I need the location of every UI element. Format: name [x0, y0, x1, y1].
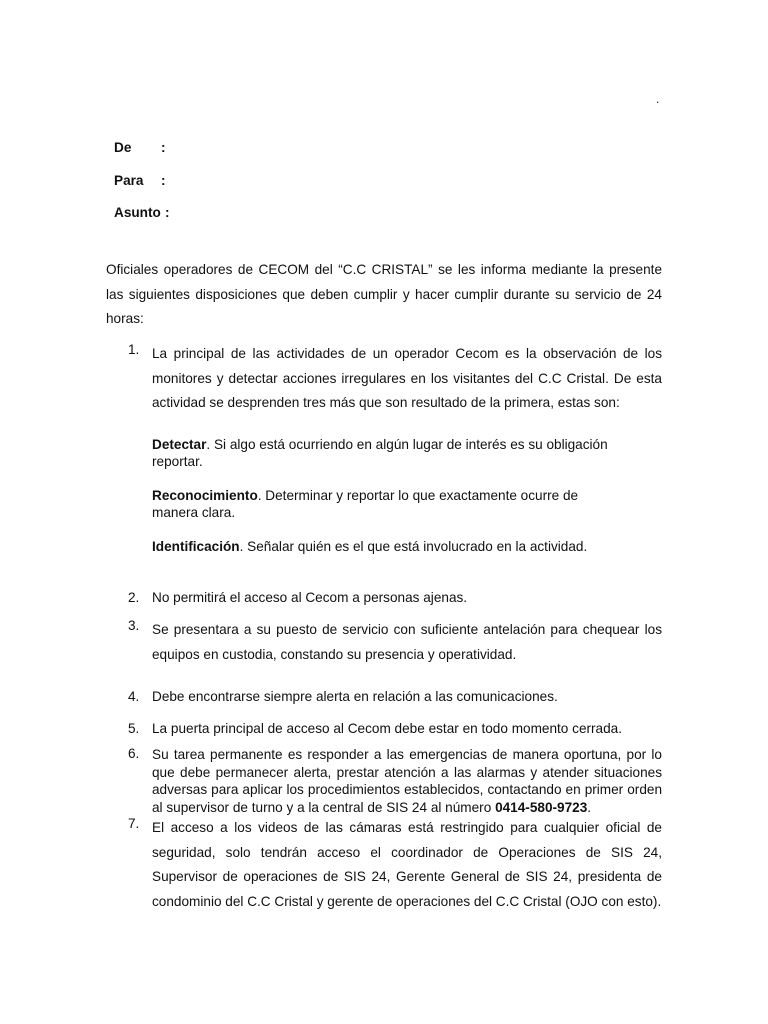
list-item-text: No permitirá el acceso al Cecom a personas ajenas.	[152, 590, 468, 605]
list-item-number: 4.	[128, 689, 140, 704]
header-de	[114, 140, 166, 155]
subitem-term: Identificación	[152, 539, 240, 554]
intro-paragraph: Oficiales operadores de CECOM del “C.C CRISTAL” se les informa mediante la presente las siguientes disposiciones que deben cumplir y hacer cumplir durante su servicio de 24 horas:	[106, 262, 662, 326]
list-item-number: 7.	[128, 816, 140, 831]
header-asunto	[114, 205, 170, 220]
header-para-colon: :	[161, 173, 166, 188]
list-item-end: .	[587, 799, 592, 815]
subitem-identificacion	[152, 538, 622, 555]
list-item-number: 1.	[128, 342, 140, 357]
subitem-text: . Si algo está ocurriendo en algún lugar de interés es su obligación reportar.	[152, 437, 608, 469]
subitem-text: . Señalar quién es el que está involucrado en la actividad.	[239, 539, 588, 554]
phone-number: 0414-580-9723	[495, 799, 588, 815]
subitem-term: Detectar	[152, 437, 207, 452]
header-de-label: De	[114, 140, 132, 155]
subitem-detectar	[152, 436, 622, 470]
header-para	[114, 173, 166, 188]
list-item-body: Su tarea permanente es responder a las emergencias de manera oportuna, por lo que debe permanecer alerta, prestar atención a las alarmas y atender situaciones adversas para aplicar los procedimientos establecidos, contactando en primer orden al supervisor de turno y a la central de SIS 24 al número	[152, 747, 662, 815]
subitem-term: Reconocimiento	[152, 488, 258, 503]
list-item-number: 2.	[128, 590, 140, 605]
list-item-text: La puerta principal de acceso al Cecom debe estar en todo momento cerrada.	[152, 721, 623, 736]
header-asunto-colon: :	[165, 205, 170, 220]
list-item-text	[152, 746, 662, 816]
header-asunto-label: Asunto	[114, 205, 161, 220]
list-item-text: La principal de las actividades de un operador Cecom es la observación de los monitores y detectar acciones irregulares en los visitantes del C.C Cristal. De esta actividad se desprenden tres más que son resultado de la primera, estas son:	[152, 346, 662, 410]
subitem-reconocimiento	[152, 487, 622, 521]
list-item-text: Debe encontrarse siempre alerta en relación a las comunicaciones.	[152, 689, 558, 704]
list-item-number: 6.	[128, 746, 140, 761]
corner-mark: .	[656, 92, 660, 106]
subitem-text: . Determinar y reportar lo que exactamente ocurre de manera clara.	[152, 488, 579, 520]
header-de-colon: :	[161, 140, 166, 155]
header-para-label: Para	[114, 173, 144, 188]
list-item-number: 3.	[128, 618, 140, 633]
list-item-number: 5.	[128, 721, 140, 736]
list-item-text: El acceso a los videos de las cámaras está restringido para cualquier oficial de seguridad, solo tendrán acceso el coordinador de Operaciones de SIS 24, Supervisor de operaciones de SIS 24, Gerente General de SIS 24, presidenta de condominio del C.C Cristal y gerente de operaciones del C.C Cristal (OJO con esto).	[152, 820, 662, 909]
list-item-text: Se presentara a su puesto de servicio con suficiente antelación para chequear los equipos en custodia, constando su presencia y operatividad.	[152, 622, 662, 662]
